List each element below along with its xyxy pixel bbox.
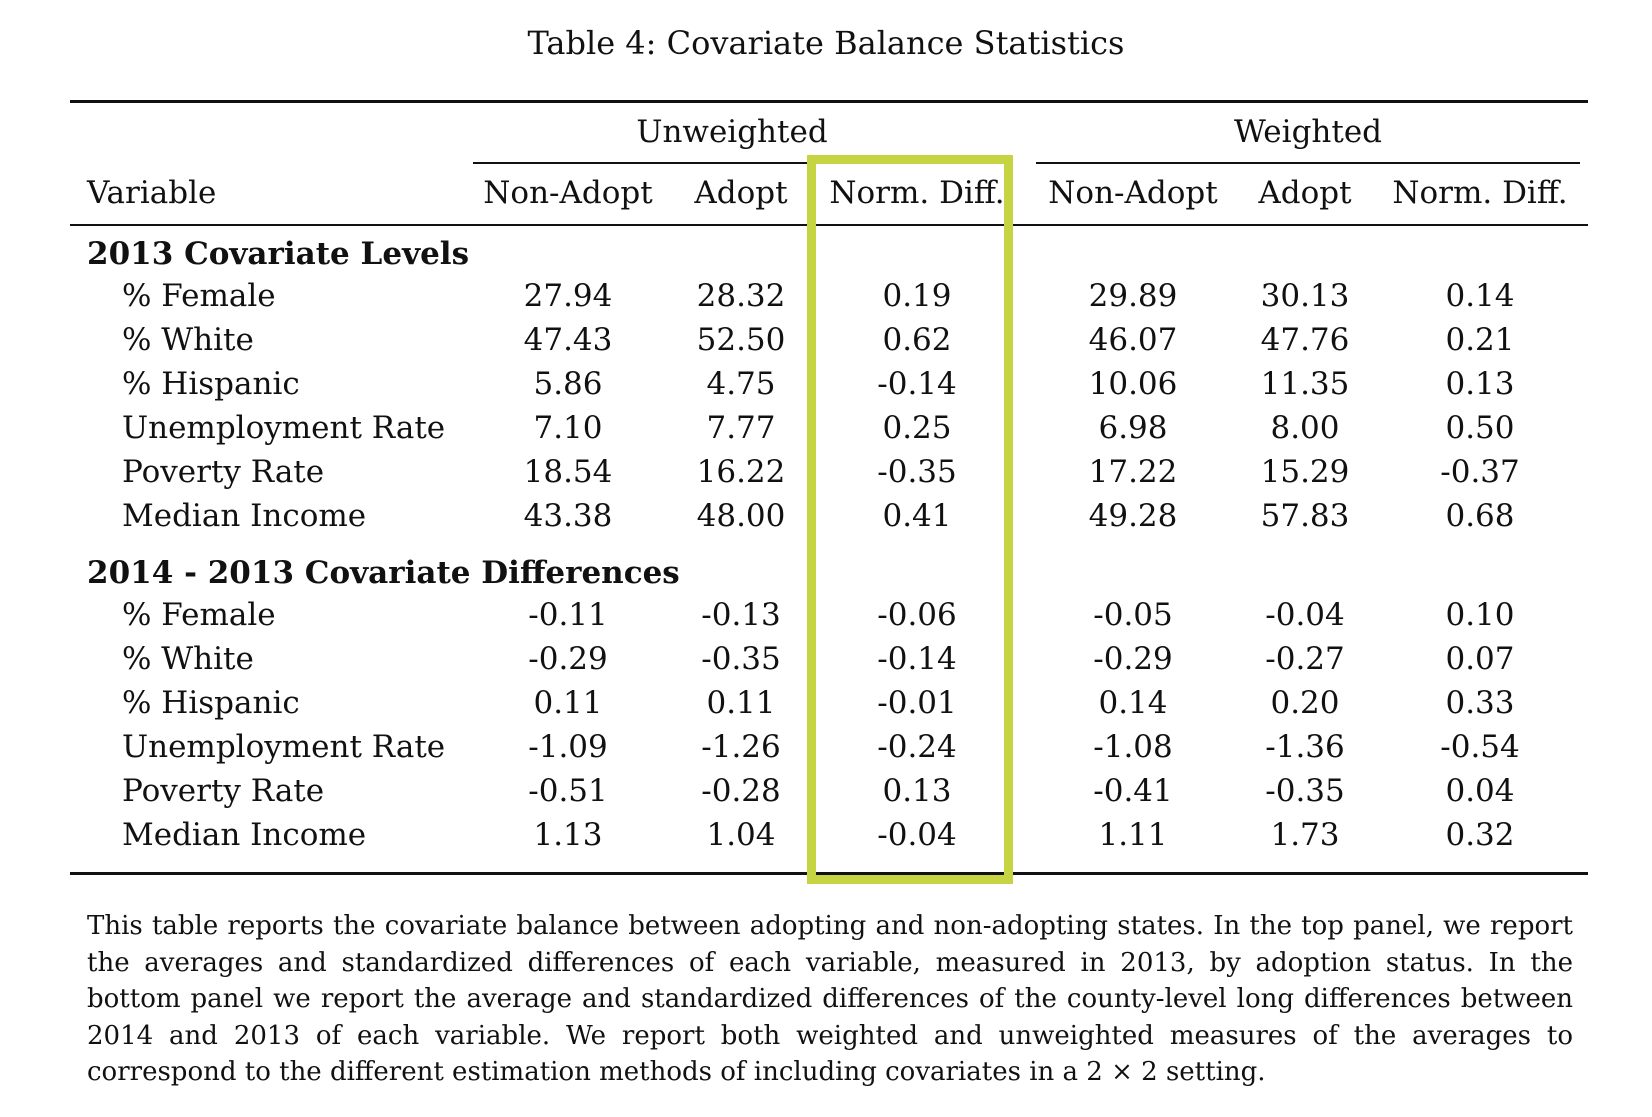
table-cell: 0.20 (1270, 685, 1340, 721)
table-cell: -0.01 (877, 685, 957, 721)
row-label: Unemployment Rate (122, 729, 446, 765)
column-header: Adopt (694, 175, 788, 211)
table-cell: -0.14 (877, 641, 957, 677)
table-cell: -0.11 (528, 597, 608, 633)
table-cell: 0.14 (1098, 685, 1168, 721)
row-label: % Hispanic (122, 366, 300, 402)
table-cell: 0.13 (1445, 366, 1515, 402)
table-cell: 46.07 (1088, 322, 1178, 358)
table-cell: -0.37 (1440, 454, 1520, 490)
panel-heading-levels: 2013 Covariate Levels (87, 236, 470, 272)
table-cell: 0.04 (1445, 773, 1515, 809)
table-cell: 1.13 (533, 817, 603, 853)
table-cell: -0.29 (528, 641, 608, 677)
table-cell: 0.19 (882, 278, 952, 314)
table-cell: -0.35 (877, 454, 957, 490)
table-cell: 0.11 (706, 685, 776, 721)
norm-diff-highlight-box (807, 155, 1013, 884)
table-cell: -0.28 (701, 773, 781, 809)
table-cell: 17.22 (1088, 454, 1178, 490)
table-cell: -0.04 (1265, 597, 1345, 633)
table-cell: 0.07 (1445, 641, 1515, 677)
table-cell: 0.21 (1445, 322, 1515, 358)
variable-header: Variable (87, 175, 217, 211)
table-cell: 0.50 (1445, 410, 1515, 446)
table-cell: -0.29 (1093, 641, 1173, 677)
column-header: Adopt (1258, 175, 1352, 211)
table-cell: 43.38 (523, 498, 613, 534)
table-cell: -0.35 (1265, 773, 1345, 809)
column-header: Non-Adopt (483, 175, 653, 211)
table-cell: 0.32 (1445, 817, 1515, 853)
table-cell: 0.13 (882, 773, 952, 809)
row-label: Unemployment Rate (122, 410, 446, 446)
table-cell: 28.32 (696, 278, 786, 314)
table-cell: 8.00 (1270, 410, 1340, 446)
table-cell: -1.36 (1265, 729, 1345, 765)
table-cell: 57.83 (1260, 498, 1350, 534)
table-cell: -0.06 (877, 597, 957, 633)
table-cell: 0.41 (882, 498, 952, 534)
table-cell: 52.50 (696, 322, 786, 358)
table-cell: 27.94 (523, 278, 613, 314)
table-cell: -0.05 (1093, 597, 1173, 633)
table-cell: -0.51 (528, 773, 608, 809)
row-label: % White (122, 322, 254, 358)
table-cell: 10.06 (1088, 366, 1178, 402)
table-cell: -1.08 (1093, 729, 1173, 765)
table-cell: 11.35 (1260, 366, 1350, 402)
panel-heading-differences: 2014 - 2013 Covariate Differences (87, 555, 680, 591)
column-header: Norm. Diff. (1392, 175, 1568, 211)
row-label: Poverty Rate (122, 454, 325, 490)
column-header: Non-Adopt (1048, 175, 1218, 211)
column-header: Norm. Diff. (829, 175, 1005, 211)
table-cell: 7.77 (706, 410, 776, 446)
table-cell: 7.10 (533, 410, 603, 446)
group-header-weighted: Weighted (1233, 114, 1383, 150)
table-cell: 0.68 (1445, 498, 1515, 534)
table-cell: 49.28 (1088, 498, 1178, 534)
row-label: Median Income (122, 817, 367, 853)
table-cell: 0.14 (1445, 278, 1515, 314)
table-cell: 1.73 (1270, 817, 1340, 853)
table-cell: 30.13 (1260, 278, 1350, 314)
table-cell: 0.62 (882, 322, 952, 358)
top-rule (70, 100, 1588, 103)
table-cell: 47.43 (523, 322, 613, 358)
row-label: % Female (122, 278, 276, 314)
table-cell: 4.75 (706, 366, 776, 402)
table-cell: -0.13 (701, 597, 781, 633)
table-cell: -0.27 (1265, 641, 1345, 677)
table-cell: -0.14 (877, 366, 957, 402)
weighted-cmidrule (1036, 162, 1580, 164)
table-cell: 29.89 (1088, 278, 1178, 314)
table-cell: -1.09 (528, 729, 608, 765)
table-note: This table reports the covariate balance between adopting and non-adopting states. In the top panel, we report the averages and standardized differences of each variable, measured in 2013, by adoption status. In the bottom panel we report the average and standardized differences of the county-level long differences between 2014 and 2013 of each variable. We report both weighted and unweighted measures of the averages to correspond to the different estimation methods of including covariates in a 2 × 2 setting. (87, 911, 1573, 1087)
table-title: Table 4: Covariate Balance Statistics (527, 24, 1125, 62)
table-cell: -0.54 (1440, 729, 1520, 765)
row-label: % Female (122, 597, 276, 633)
table-cell: 5.86 (533, 366, 603, 402)
table-cell: -1.26 (701, 729, 781, 765)
table-cell: 0.33 (1445, 685, 1515, 721)
row-label: Poverty Rate (122, 773, 325, 809)
group-header-unweighted: Unweighted (636, 114, 828, 150)
row-label: Median Income (122, 498, 367, 534)
table-cell: -0.24 (877, 729, 957, 765)
table-cell: -0.35 (701, 641, 781, 677)
table-cell: 0.25 (882, 410, 952, 446)
table-cell: 48.00 (696, 498, 786, 534)
table-cell: -0.41 (1093, 773, 1173, 809)
table-cell: 16.22 (696, 454, 786, 490)
table-cell: 15.29 (1260, 454, 1350, 490)
row-label: % White (122, 641, 254, 677)
table-cell: 18.54 (523, 454, 613, 490)
table-cell: -0.04 (877, 817, 957, 853)
table-cell: 47.76 (1260, 322, 1350, 358)
table-cell: 1.04 (706, 817, 776, 853)
row-label: % Hispanic (122, 685, 300, 721)
table-cell: 1.11 (1098, 817, 1168, 853)
table-cell: 0.11 (533, 685, 603, 721)
table-cell: 6.98 (1098, 410, 1168, 446)
table-cell: 0.10 (1445, 597, 1515, 633)
